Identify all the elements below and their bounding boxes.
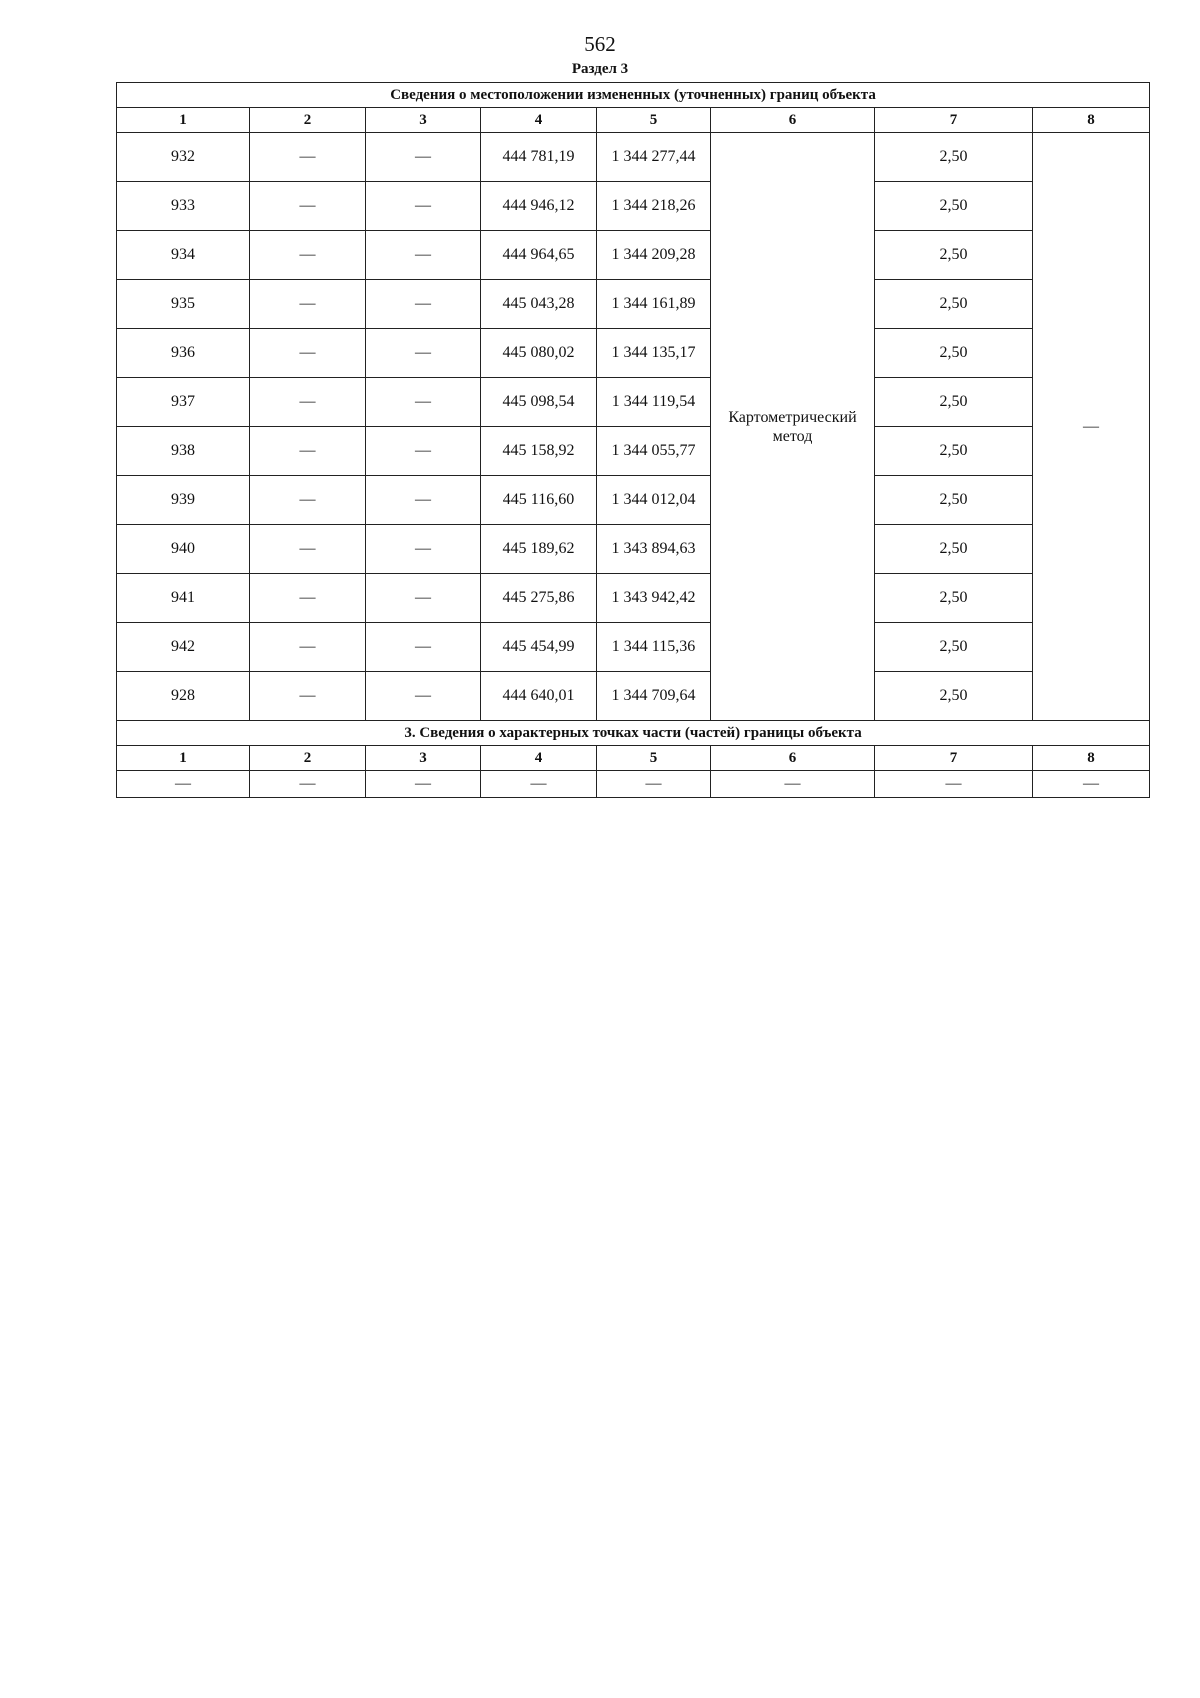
table-row (117, 182, 1150, 231)
dash-cell: — (250, 329, 366, 378)
accuracy-cell: 2,50 (875, 427, 1033, 476)
column-number: 3 (366, 746, 481, 771)
point-cell: 932 (117, 133, 250, 182)
dash-cell: — (366, 378, 481, 427)
accuracy-cell: 2,50 (875, 672, 1033, 721)
x-coordinate-cell: 445 043,28 (481, 280, 597, 329)
table2-caption: 3. Сведения о характерных точках части (частей) границы объекта (117, 721, 1150, 746)
table-row (117, 623, 1150, 672)
y-coordinate-cell: 1 344 161,89 (597, 280, 711, 329)
column-number: 1 (117, 108, 250, 133)
table2-row (117, 771, 1150, 798)
column-number: 2 (250, 746, 366, 771)
table1-caption: Сведения о местоположении измененных (уточненных) границ объекта (117, 83, 1150, 108)
table-cell: — (1033, 771, 1150, 798)
table-row (117, 280, 1150, 329)
column-number: 8 (1033, 108, 1150, 133)
dash-cell: — (250, 231, 366, 280)
dash-cell: — (250, 280, 366, 329)
column-number: 6 (711, 108, 875, 133)
dash-cell: — (366, 133, 481, 182)
table-row (117, 476, 1150, 525)
y-coordinate-cell: 1 343 942,42 (597, 574, 711, 623)
table-row (117, 133, 1150, 182)
dash-cell: — (366, 672, 481, 721)
boundary-table (116, 82, 1150, 798)
y-coordinate-cell: 1 344 218,26 (597, 182, 711, 231)
x-coordinate-cell: 445 275,86 (481, 574, 597, 623)
dash-cell: — (250, 476, 366, 525)
point-cell: 942 (117, 623, 250, 672)
dash-cell: — (250, 623, 366, 672)
table-row (117, 329, 1150, 378)
y-coordinate-cell: 1 344 709,64 (597, 672, 711, 721)
accuracy-cell: 2,50 (875, 525, 1033, 574)
x-coordinate-cell: 445 080,02 (481, 329, 597, 378)
column-number: 7 (875, 746, 1033, 771)
table-row (117, 525, 1150, 574)
y-coordinate-cell: 1 344 119,54 (597, 378, 711, 427)
point-cell: 928 (117, 672, 250, 721)
dash-cell: — (366, 231, 481, 280)
dash-cell: — (250, 182, 366, 231)
table-cell: — (875, 771, 1033, 798)
column8-cell: — (1033, 133, 1150, 721)
accuracy-cell: 2,50 (875, 623, 1033, 672)
accuracy-cell: 2,50 (875, 231, 1033, 280)
column-number: 7 (875, 108, 1033, 133)
table-cell: — (597, 771, 711, 798)
x-coordinate-cell: 445 116,60 (481, 476, 597, 525)
table1-column-numbers (117, 108, 1150, 133)
accuracy-cell: 2,50 (875, 329, 1033, 378)
table2-caption-row (117, 721, 1150, 746)
accuracy-cell: 2,50 (875, 378, 1033, 427)
point-cell: 935 (117, 280, 250, 329)
dash-cell: — (366, 574, 481, 623)
table2-column-numbers (117, 746, 1150, 771)
table-cell: — (117, 771, 250, 798)
x-coordinate-cell: 445 098,54 (481, 378, 597, 427)
method-cell: Картометрический метод (711, 133, 875, 721)
dash-cell: — (250, 133, 366, 182)
x-coordinate-cell: 444 946,12 (481, 182, 597, 231)
table1-caption-row (117, 83, 1150, 108)
dash-cell: — (250, 574, 366, 623)
dash-cell: — (250, 672, 366, 721)
column-number: 5 (597, 108, 711, 133)
section-title: Раздел 3 (571, 61, 629, 77)
table-cell: — (366, 771, 481, 798)
table-cell: — (711, 771, 875, 798)
y-coordinate-cell: 1 344 209,28 (597, 231, 711, 280)
dash-cell: — (250, 427, 366, 476)
x-coordinate-cell: 444 964,65 (481, 231, 597, 280)
table-cell: — (481, 771, 597, 798)
table-row (117, 378, 1150, 427)
dash-cell: — (366, 329, 481, 378)
column-number: 4 (481, 746, 597, 771)
y-coordinate-cell: 1 344 135,17 (597, 329, 711, 378)
y-coordinate-cell: 1 343 894,63 (597, 525, 711, 574)
point-cell: 934 (117, 231, 250, 280)
y-coordinate-cell: 1 344 012,04 (597, 476, 711, 525)
page-number: 562 (584, 32, 616, 56)
x-coordinate-cell: 445 158,92 (481, 427, 597, 476)
dash-cell: — (366, 182, 481, 231)
dash-cell: — (366, 280, 481, 329)
column-number: 1 (117, 746, 250, 771)
table-row (117, 427, 1150, 476)
point-cell: 937 (117, 378, 250, 427)
accuracy-cell: 2,50 (875, 280, 1033, 329)
column-number: 4 (481, 108, 597, 133)
accuracy-cell: 2,50 (875, 133, 1033, 182)
column-number: 5 (597, 746, 711, 771)
x-coordinate-cell: 444 781,19 (481, 133, 597, 182)
table-row (117, 231, 1150, 280)
dash-cell: — (366, 476, 481, 525)
x-coordinate-cell: 444 640,01 (481, 672, 597, 721)
table-row (117, 574, 1150, 623)
dash-cell: — (366, 623, 481, 672)
column-number: 6 (711, 746, 875, 771)
point-cell: 941 (117, 574, 250, 623)
dash-cell: — (250, 378, 366, 427)
point-cell: 936 (117, 329, 250, 378)
point-cell: 940 (117, 525, 250, 574)
accuracy-cell: 2,50 (875, 182, 1033, 231)
table-cell: — (250, 771, 366, 798)
accuracy-cell: 2,50 (875, 574, 1033, 623)
x-coordinate-cell: 445 454,99 (481, 623, 597, 672)
point-cell: 939 (117, 476, 250, 525)
dash-cell: — (366, 525, 481, 574)
y-coordinate-cell: 1 344 277,44 (597, 133, 711, 182)
column-number: 2 (250, 108, 366, 133)
dash-cell: — (250, 525, 366, 574)
point-cell: 938 (117, 427, 250, 476)
x-coordinate-cell: 445 189,62 (481, 525, 597, 574)
accuracy-cell: 2,50 (875, 476, 1033, 525)
column-number: 8 (1033, 746, 1150, 771)
column-number: 3 (366, 108, 481, 133)
point-cell: 933 (117, 182, 250, 231)
dash-cell: — (366, 427, 481, 476)
y-coordinate-cell: 1 344 055,77 (597, 427, 711, 476)
table-row (117, 672, 1150, 721)
y-coordinate-cell: 1 344 115,36 (597, 623, 711, 672)
